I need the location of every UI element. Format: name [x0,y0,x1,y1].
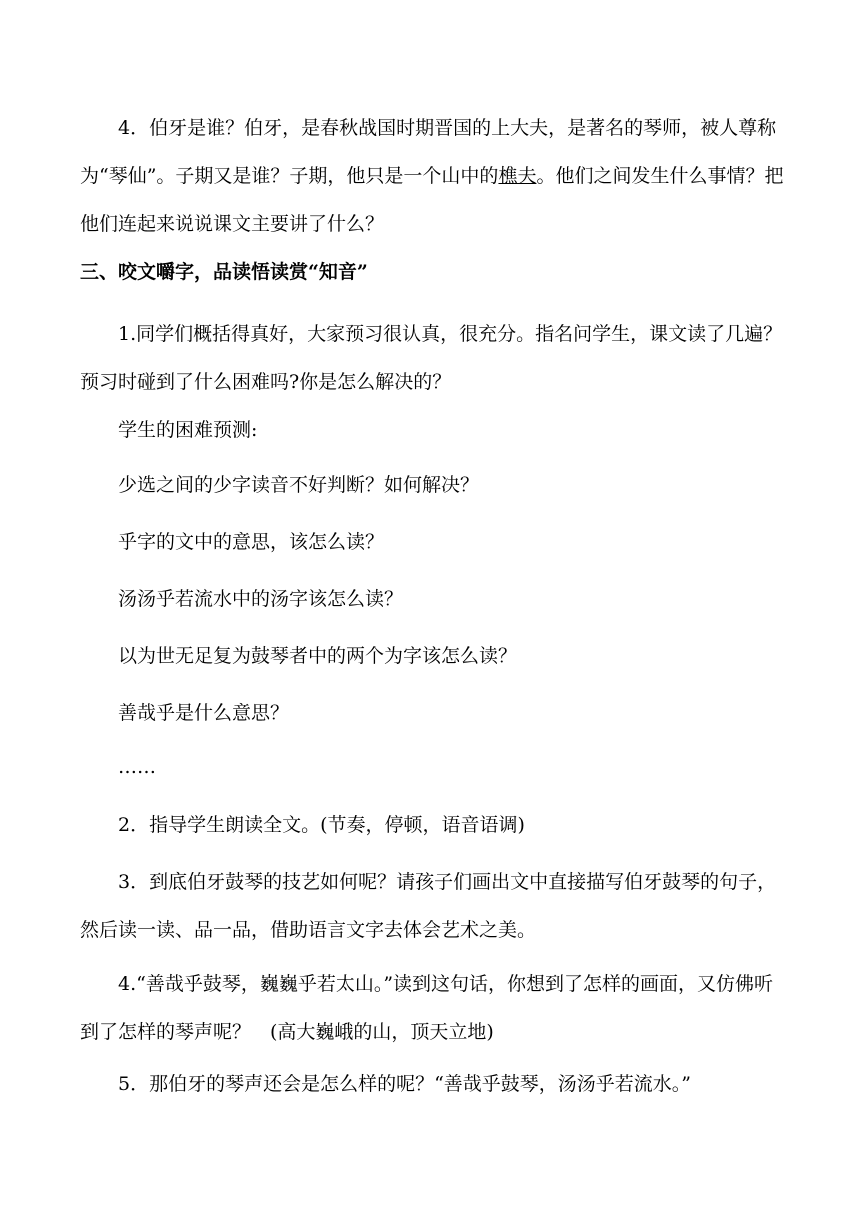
section-heading: 三、咬文嚼字，品读悟读赏“知音” [80,261,368,283]
paragraph-difficulty-1: 少选之间的少字读音不好判断？如何解决？ [118,474,480,496]
paragraph-preview-question: 1.同学们概括得真好，大家预习很认真，很充分。指名问学生，课文读了几遍？预习时碰到了什么困难吗?你是怎么解决的？ [80,323,783,393]
paragraph-text: 4．伯牙是谁？伯牙，是春秋战国时期晋国的上大夫，是著名的琴师，被人尊称为“琴仙”。子期又是谁？子期，他只是一个山中的 [80,117,777,187]
paragraph-difficulty-3: 汤汤乎若流水中的汤字该怎么读？ [118,588,404,610]
paragraph-difficulty-4: 以为世无足复为鼓琴者中的两个为字该怎么读？ [118,645,518,667]
paragraph-difficulty-intro: 学生的困难预测: [118,419,258,441]
paragraph-reading-guide: 2．指导学生朗读全文。(节奏，停顿，语音语调) [118,814,525,836]
paragraph-boya-question [80,104,790,248]
underlined-word: 樵夫 [498,165,537,187]
paragraph-water-question: 5．那伯牙的琴声还会是怎么样的呢？“善哉乎鼓琴，汤汤乎若流水。” [118,1073,692,1095]
paragraph-difficulty-2: 乎字的文中的意思，该怎么读？ [118,531,385,553]
paragraph-difficulty-5: 善哉乎是什么意思？ [118,702,290,724]
paragraph-text: 。他们之间发生什么事情？把他们连起来说说课文主要讲了什么？ [80,165,784,235]
paragraph-ellipsis: …… [118,756,156,778]
paragraph-skill-question: 3．到底伯牙鼓琴的技艺如何呢？请孩子们画出文中直接描写伯牙鼓琴的句子，然后读一读、品一品，借助语言文字去体会艺术之美。 [80,871,777,941]
paragraph-mountain-question: 4.“善哉乎鼓琴，巍巍乎若太山。”读到这句话，你想到了怎样的画面，又仿佛听到了怎样的琴声呢？ (高大巍峨的山，顶天立地) [80,973,774,1043]
